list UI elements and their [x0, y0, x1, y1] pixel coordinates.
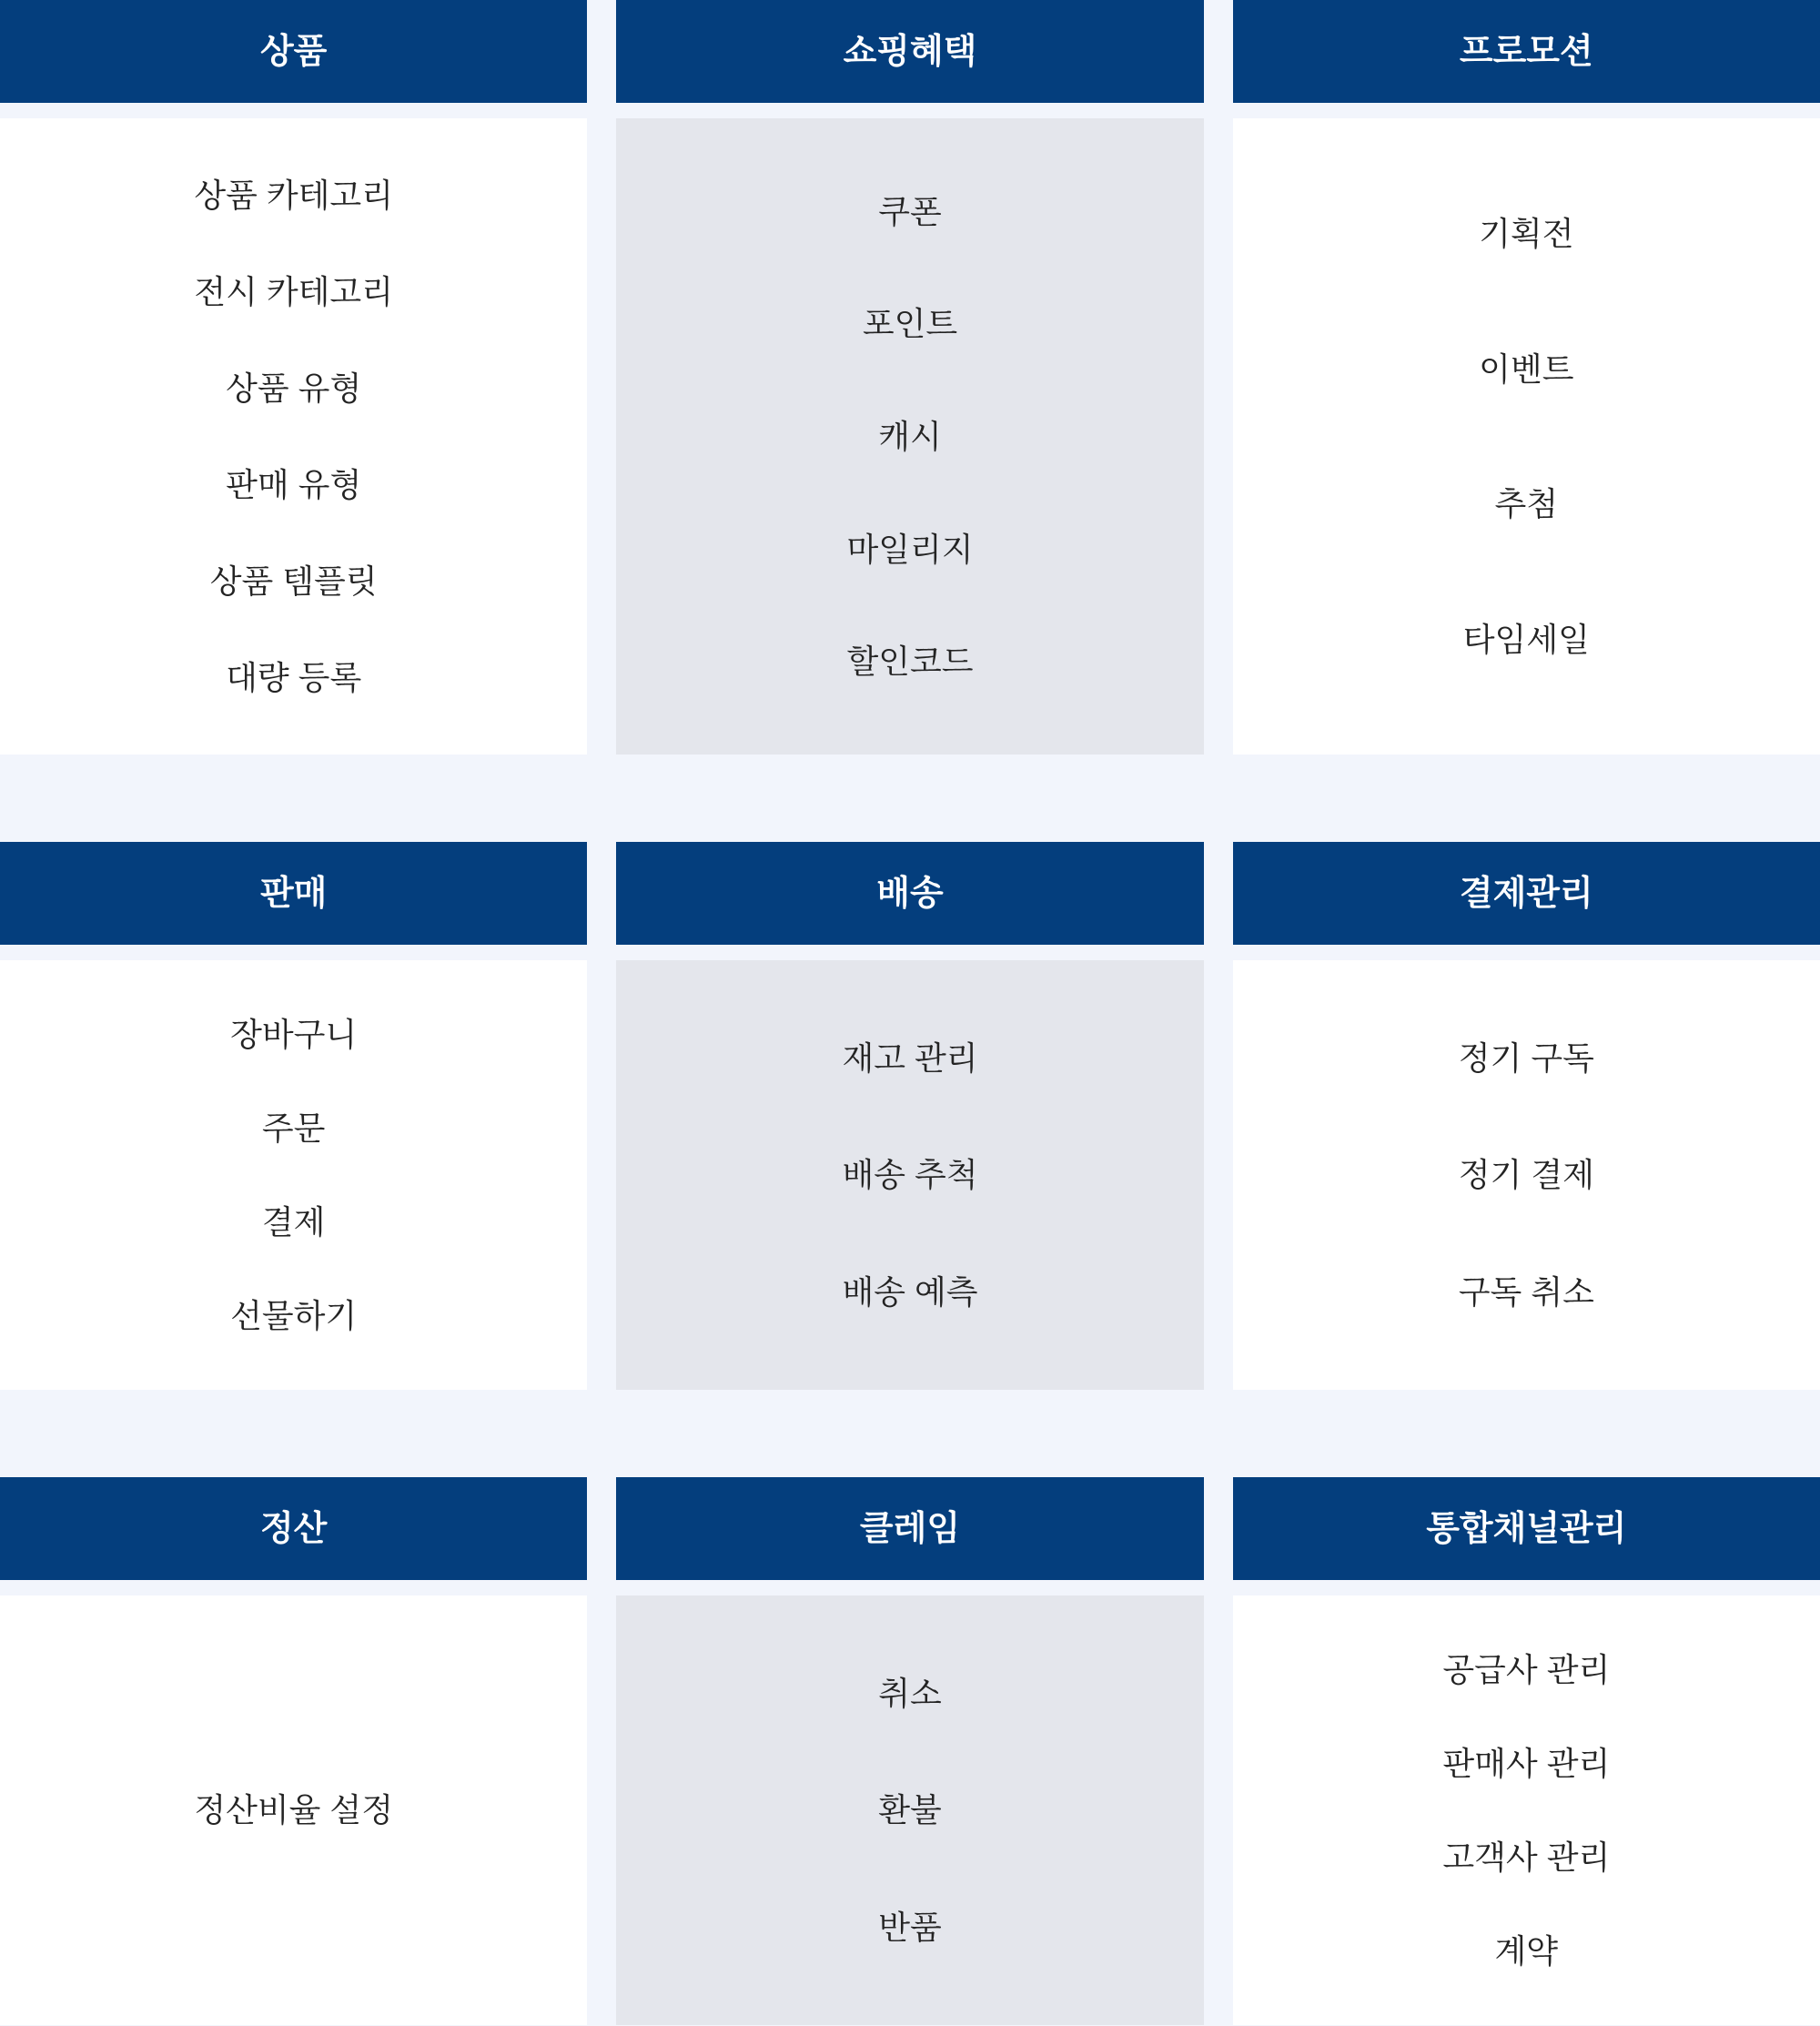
- menu-item-event[interactable]: 이벤트: [1479, 349, 1574, 388]
- menu-item-exhibition[interactable]: 기획전: [1479, 215, 1574, 253]
- section-body-sales: [0, 960, 587, 1390]
- menu-item-regular-subscription[interactable]: 정기 구독: [1458, 1038, 1594, 1077]
- section-body-shopping-benefits: [616, 118, 1203, 755]
- section-card-shopping-benefits: [616, 0, 1203, 755]
- menu-item-cart[interactable]: 장바구니: [230, 1015, 358, 1053]
- section-title-settlement: 정산: [259, 1509, 328, 1548]
- menu-item-seller-management[interactable]: 판매사 관리: [1442, 1744, 1611, 1782]
- section-title-integrated-channel-management: 통합채널관리: [1426, 1509, 1627, 1548]
- menu-item-display-category[interactable]: 전시 카테고리: [194, 272, 393, 310]
- section-header-products: [0, 0, 587, 103]
- menu-item-sale-type[interactable]: 판매 유형: [226, 465, 362, 503]
- menu-item-cash[interactable]: 캐시: [878, 417, 942, 455]
- section-header-delivery: [616, 842, 1203, 945]
- section-body-integrated-channel-management: [1233, 1595, 1820, 2025]
- menu-item-inventory-management[interactable]: 재고 관리: [842, 1038, 978, 1077]
- section-header-claims: [616, 1477, 1203, 1580]
- section-body-delivery: [616, 960, 1203, 1390]
- menu-item-product-category[interactable]: 상품 카테고리: [194, 176, 393, 214]
- section-body-claims: [616, 1595, 1203, 2025]
- menu-item-return[interactable]: 반품: [878, 1909, 942, 1947]
- menu-item-mileage[interactable]: 마일리지: [846, 530, 974, 568]
- menu-item-time-sale[interactable]: 타임세일: [1462, 620, 1590, 658]
- section-header-settlement: [0, 1477, 587, 1580]
- menu-item-regular-payment[interactable]: 정기 결제: [1458, 1156, 1594, 1194]
- section-title-delivery: 배송: [876, 874, 944, 913]
- section-card-claims: [616, 1477, 1203, 2025]
- menu-item-delivery-tracking[interactable]: 배송 추척: [842, 1156, 978, 1194]
- menu-item-gift[interactable]: 선물하기: [230, 1296, 358, 1334]
- section-card-payment-management: [1233, 842, 1820, 1390]
- menu-item-subscription-cancel[interactable]: 구독 취소: [1458, 1273, 1594, 1312]
- section-title-payment-management: 결제관리: [1459, 874, 1593, 913]
- section-header-payment-management: [1233, 842, 1820, 945]
- menu-item-settlement-ratio[interactable]: 정산비율 설정: [194, 1791, 393, 1829]
- section-body-payment-management: [1233, 960, 1820, 1390]
- menu-item-point[interactable]: 포인트: [862, 305, 958, 343]
- menu-item-discount-code[interactable]: 할인코드: [846, 643, 974, 681]
- menu-item-product-template[interactable]: 상품 템플릿: [209, 562, 378, 600]
- section-body-promotion: [1233, 118, 1820, 755]
- menu-item-client-management[interactable]: 고객사 관리: [1442, 1838, 1611, 1876]
- section-header-sales: [0, 842, 587, 945]
- section-body-products: [0, 118, 587, 755]
- menu-item-contract[interactable]: 계약: [1494, 1931, 1559, 1970]
- menu-item-cancel[interactable]: 취소: [878, 1674, 942, 1712]
- menu-item-raffle[interactable]: 추첨: [1494, 485, 1559, 523]
- section-title-promotion: 프로모션: [1459, 32, 1593, 71]
- section-title-shopping-benefits: 쇼핑혜택: [843, 32, 977, 71]
- section-card-integrated-channel-management: [1233, 1477, 1820, 2025]
- section-header-integrated-channel-management: [1233, 1477, 1820, 1580]
- section-title-claims: 클레임: [859, 1509, 961, 1548]
- menu-item-order[interactable]: 주문: [261, 1109, 326, 1147]
- section-title-products: 상품: [259, 32, 328, 71]
- section-card-products: [0, 0, 587, 755]
- menu-item-delivery-forecast[interactable]: 배송 예측: [842, 1273, 978, 1312]
- section-card-settlement: [0, 1477, 587, 2025]
- section-body-settlement: [0, 1595, 587, 2025]
- menu-item-bulk-register[interactable]: 대량 등록: [226, 658, 362, 696]
- menu-item-coupon[interactable]: 쿠폰: [878, 192, 942, 230]
- section-card-sales: [0, 842, 587, 1390]
- menu-item-refund[interactable]: 환불: [878, 1791, 942, 1829]
- section-header-promotion: [1233, 0, 1820, 103]
- menu-item-supplier-management[interactable]: 공급사 관리: [1442, 1650, 1611, 1688]
- section-title-sales: 판매: [259, 874, 328, 913]
- section-card-delivery: [616, 842, 1203, 1390]
- menu-item-product-type[interactable]: 상품 유형: [226, 369, 362, 407]
- section-header-shopping-benefits: [616, 0, 1203, 103]
- section-card-promotion: [1233, 0, 1820, 755]
- menu-item-payment[interactable]: 결제: [261, 1202, 326, 1241]
